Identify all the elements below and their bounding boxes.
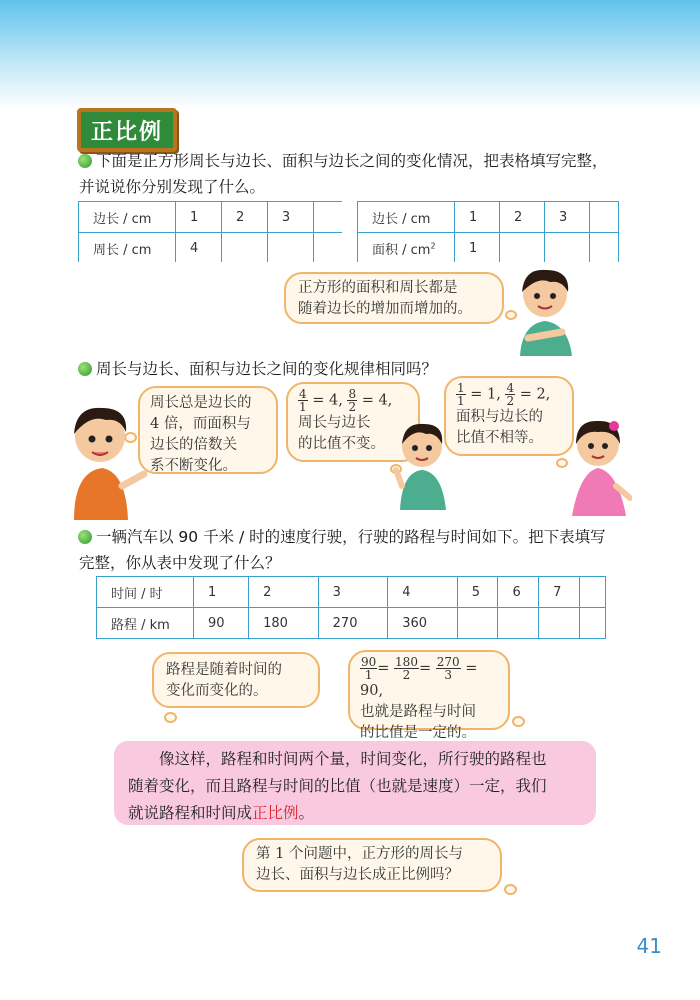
table-row: 周长 / cm 4 bbox=[79, 233, 343, 264]
green-dot-icon bbox=[78, 362, 92, 376]
table-row: 面积 / $cm^2$ 1 bbox=[358, 233, 619, 264]
speech-bubble-bottom: 第 1 个问题中，正方形的周长与 边长、面积与边长成正比例吗？ bbox=[242, 838, 502, 892]
speech-bubble-distance-right: $\frac{90}{1}$ = $\frac{180}{2}$ = $\frac{270}{3}$ = 90, 也就是路程与时间 的比值是一定的。 bbox=[348, 650, 510, 730]
speech-bubble-boy: 正方形的面积和周长都是 随着边长的增加而增加的。 bbox=[284, 272, 504, 324]
page-number: 41 bbox=[636, 934, 662, 958]
boy-thinking-icon bbox=[392, 420, 452, 510]
table-row: 路程 / km 90 180 270 360 bbox=[97, 608, 606, 639]
speech-bubble-distance-left: 路程是随着时间的 变化而变化的。 bbox=[152, 652, 320, 708]
bubble-tail bbox=[512, 716, 525, 727]
speech-bubble-middle: $\frac{4}{1}$ = 4, $\frac{8}{2}$ = 4, 周长与边长 的比值不变。 bbox=[286, 382, 420, 462]
bubble-tail bbox=[164, 712, 177, 723]
speech-bubble-right: $\frac{1}{1}$ = 1, $\frac{4}{2}$ = 2, 面积与边长的 比值不相等。 bbox=[444, 376, 574, 456]
concept-definition-box: 像这样，路程和时间两个量，时间变化，所行驶的路程也 随着变化，而且路程与时间的比值（也就是速度）一定，我们 就说路程和时间成正比例。 bbox=[114, 741, 596, 825]
green-dot-icon bbox=[78, 530, 92, 544]
green-dot-icon bbox=[78, 154, 92, 168]
section-title: 正比例 bbox=[77, 108, 177, 152]
boy-thinking-icon bbox=[510, 266, 580, 356]
speech-bubble-left: 周长总是边长的 4 倍，而面积与 边长的倍数关 系不断变化。 bbox=[138, 386, 278, 474]
table-row: 边长 / cm 1 2 3 bbox=[358, 202, 619, 233]
table-row: 边长 / cm 1 2 3 bbox=[79, 202, 343, 233]
area-table bbox=[357, 201, 619, 264]
table-row: 时间 / 时 1 2 3 4 5 6 7 bbox=[97, 577, 606, 608]
table-cut bbox=[0, 262, 700, 266]
question-3: 一辆汽车以 90 千米 / 时的速度行驶，行驶的路程与时间如下。把下表填写 完整，你从表中发现了什么？ bbox=[79, 528, 606, 572]
girl-pointing-icon bbox=[566, 416, 632, 516]
perimeter-table bbox=[78, 201, 342, 264]
keyword-direct-proportion: 正比例 bbox=[252, 804, 299, 822]
header-band bbox=[0, 0, 700, 110]
question-2: 周长与边长、面积与边长之间的变化规律相同吗？ bbox=[78, 356, 437, 382]
bubble-tail bbox=[504, 884, 517, 895]
boy-pointing-icon bbox=[64, 402, 148, 520]
distance-table bbox=[96, 576, 606, 639]
question-1: 下面是正方形周长与边长、面积与边长之间的变化情况，把表格填写完整， 并说说你分别发现了什么。 bbox=[79, 152, 608, 196]
